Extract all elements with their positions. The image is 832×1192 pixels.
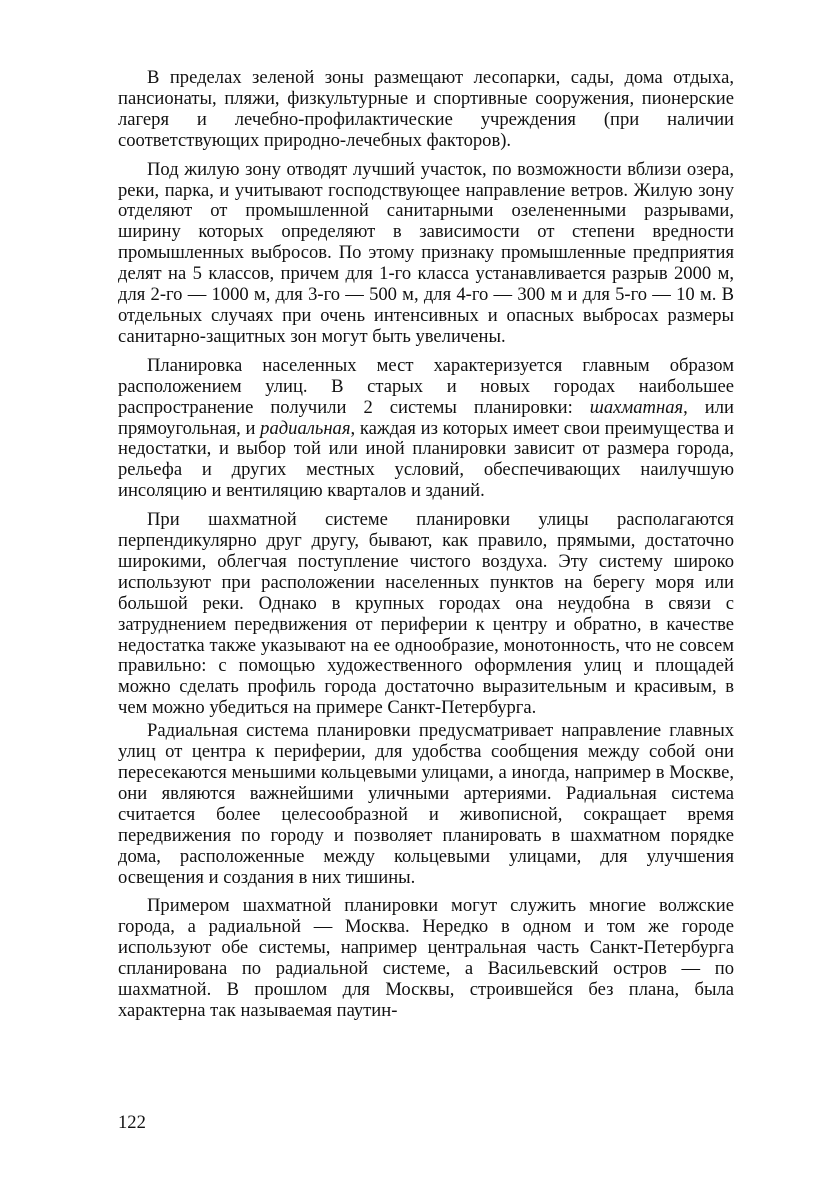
paragraph-radial-system: Радиальная система планировки предусматривает направление главных улиц от центра к периферии, для удобства сообщения между собой они пересекаются меньшими кольцевыми улицами, а иногда, например в Москве, они являются важнейшими уличными артериями. Радиальная система считается более целесообразной и живописной, сокращает время передвижения по городу и позволяет планировать в шахматном порядке дома, расположенные между кольцевыми улицами, для улучшения освещения и создания в них тишины.	[118, 720, 734, 888]
page-number: 122	[118, 1112, 146, 1133]
paragraph-green-zone: В пределах зеленой зоны размещают лесопарки, сады, дома отдыха, пансионаты, пляжи, физкультурные и спортивные сооружения, пионерские лагеря и лечебно-профилактические учреждения (при наличии соответствующих природно-лечебных факторов).	[118, 67, 734, 151]
paragraph-text: Планировка населенных мест характеризуется главным образом расположением улиц. В старых и новых городах наибольшее распространение получили 2 системы планировки:	[118, 354, 734, 418]
paragraph-text: , или прямоугольная, и	[118, 396, 734, 439]
paragraph-text: , каждая из которых имеет свои преимущества и недостатки, и выбор той или иной планировки зависит от размера города, рельефа и других местных условий, обеспечивающих наилучшую инсоляцию и вентиляцию кварталов и зданий.	[118, 417, 734, 502]
paragraph-grid-system: При шахматной системе планировки улицы располагаются перпендикулярно друг другу, бывают, как правило, прямыми, достаточно широкими, облегчая поступление чистого воздуха. Эту систему широко используют при расположении населенных пунктов на берегу моря или большой реки. Однако в крупных городах она неудобна в связи с затруднением передвижения от периферии к центру и обратно, в качестве недостатка также указывают на ее однообразие, монотонность, что не совсем правильно: с помощью художественного оформления улиц и площадей можно сделать профиль города достаточно выразительным и красивым, в чем можно убедиться на примере Санкт-Петербурга.	[118, 509, 734, 719]
term-grid: шахматная	[589, 396, 684, 418]
paragraph-examples: Примером шахматной планировки могут служить многие волжские города, а радиальной — Москва. Нередко в одном и том же городе используют обе системы, например центральная часть Санкт-Петербурга спланирована по радиальной системе, а Васильевский остров — по шахматной. В прошлом для Москвы, строившейся без плана, была характерна так называемая паутин-	[118, 895, 734, 1021]
paragraph-planning-systems	[118, 356, 734, 502]
body-text	[118, 68, 734, 1030]
term-radial: радиальная	[260, 417, 351, 439]
paragraph-residential-zone: Под жилую зону отводят лучший участок, по возможности вблизи озера, реки, парка, и учитывают господствующее направление ветров. Жилую зону отделяют от промышленной санитарными озелененными разрывами, ширину которых определяют в зависимости от степени вредности промышленных выбросов. По этому признаку промышленные предприятия делят на 5 классов, причем для 1-го класса устанавливается разрыв 2000 м, для 2-го — 1000 м, для 3-го — 500 м, для 4-го — 300 м и для 5-го — 10 м. В отдельных случаях при очень интенсивных и опасных выбросах размеры санитарно-защитных зон могут быть увеличены.	[118, 158, 734, 347]
